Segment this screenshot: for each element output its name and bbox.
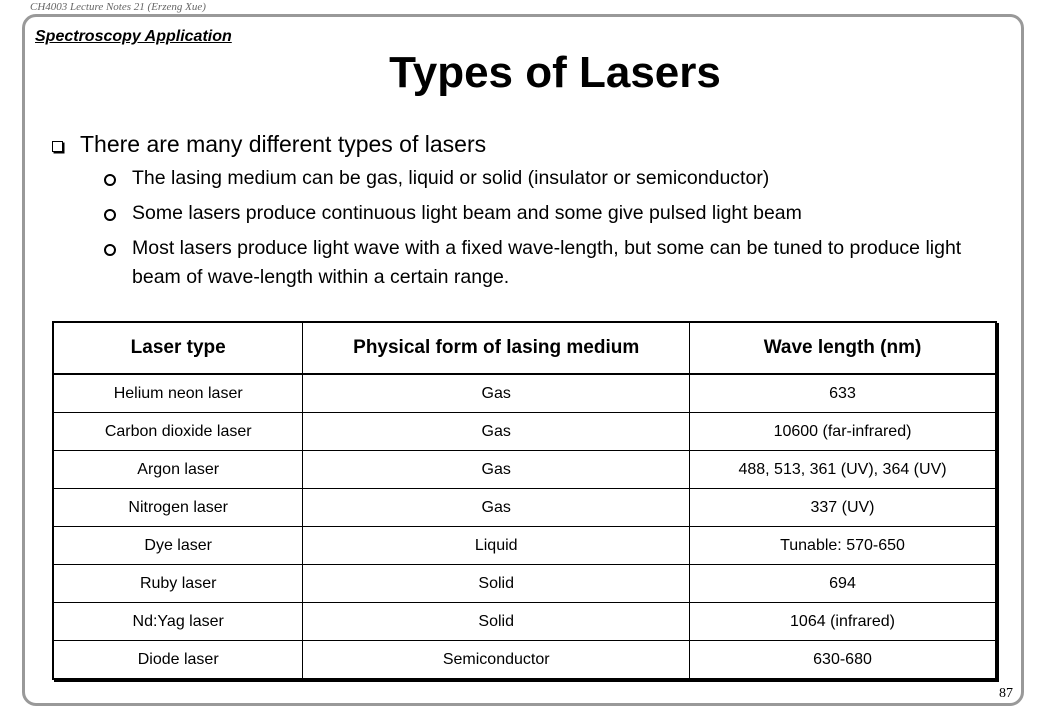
ring-bullet-icon: [104, 209, 116, 221]
cell-physical-form: Gas: [303, 489, 690, 527]
ring-bullet-icon: [104, 244, 116, 256]
cell-laser-type: Diode laser: [53, 641, 303, 680]
page-number: 87: [999, 686, 1013, 701]
table-row: [53, 489, 996, 527]
table-header-row: [53, 322, 996, 374]
cell-laser-type: Argon laser: [53, 451, 303, 489]
header-note: CH4003 Lecture Notes 21 (Erzeng Xue): [30, 1, 206, 13]
sub-bullet-list: [52, 164, 1002, 292]
cell-laser-type: Dye laser: [53, 527, 303, 565]
table-row: [53, 451, 996, 489]
cell-physical-form: Semiconductor: [303, 641, 690, 680]
cell-wave-length: 10600 (far-infrared): [690, 413, 996, 451]
square-bullet-icon: [52, 141, 63, 152]
cell-wave-length: 694: [690, 565, 996, 603]
cell-laser-type: Nd:Yag laser: [53, 603, 303, 641]
cell-physical-form: Solid: [303, 565, 690, 603]
table-row: [53, 565, 996, 603]
cell-physical-form: Solid: [303, 603, 690, 641]
ring-bullet-icon: [104, 174, 116, 186]
main-bullet-text: There are many different types of lasers: [80, 131, 487, 157]
cell-physical-form: Gas: [303, 451, 690, 489]
laser-types-table: [52, 321, 997, 680]
table-row: [53, 527, 996, 565]
cell-laser-type: Nitrogen laser: [53, 489, 303, 527]
column-header-laser-type: Laser type: [53, 322, 303, 374]
sub-bullet-text: Most lasers produce light wave with a fixed wave-length, but some can be tuned to produce light beam of wave-length within a certain range.: [132, 237, 962, 288]
column-header-physical-form: Physical form of lasing medium: [303, 322, 690, 374]
cell-wave-length: 630-680: [690, 641, 996, 680]
cell-wave-length: 337 (UV): [690, 489, 996, 527]
table-row: [53, 603, 996, 641]
cell-wave-length: Tunable: 570-650: [690, 527, 996, 565]
table-row: [53, 374, 996, 413]
section-label: Spectroscopy Application: [35, 28, 232, 45]
cell-wave-length: 488, 513, 361 (UV), 364 (UV): [690, 451, 996, 489]
sub-bullet: [104, 164, 1002, 193]
column-header-wave-length: Wave length (nm): [690, 322, 996, 374]
bullet-list: [52, 128, 1002, 298]
table-row: [53, 641, 996, 680]
cell-wave-length: 1064 (infrared): [690, 603, 996, 641]
sub-bullet: [104, 199, 1002, 228]
slide-title: Types of Lasers: [389, 48, 721, 97]
cell-physical-form: Gas: [303, 374, 690, 413]
main-bullet: [52, 128, 1002, 160]
cell-physical-form: Gas: [303, 413, 690, 451]
cell-laser-type: Helium neon laser: [53, 374, 303, 413]
cell-physical-form: Liquid: [303, 527, 690, 565]
sub-bullet-text: Some lasers produce continuous light beam and some give pulsed light beam: [132, 202, 802, 224]
cell-wave-length: 633: [690, 374, 996, 413]
table-row: [53, 413, 996, 451]
cell-laser-type: Ruby laser: [53, 565, 303, 603]
cell-laser-type: Carbon dioxide laser: [53, 413, 303, 451]
sub-bullet-text: The lasing medium can be gas, liquid or solid (insulator or semiconductor): [132, 167, 770, 189]
sub-bullet: [104, 234, 1002, 292]
